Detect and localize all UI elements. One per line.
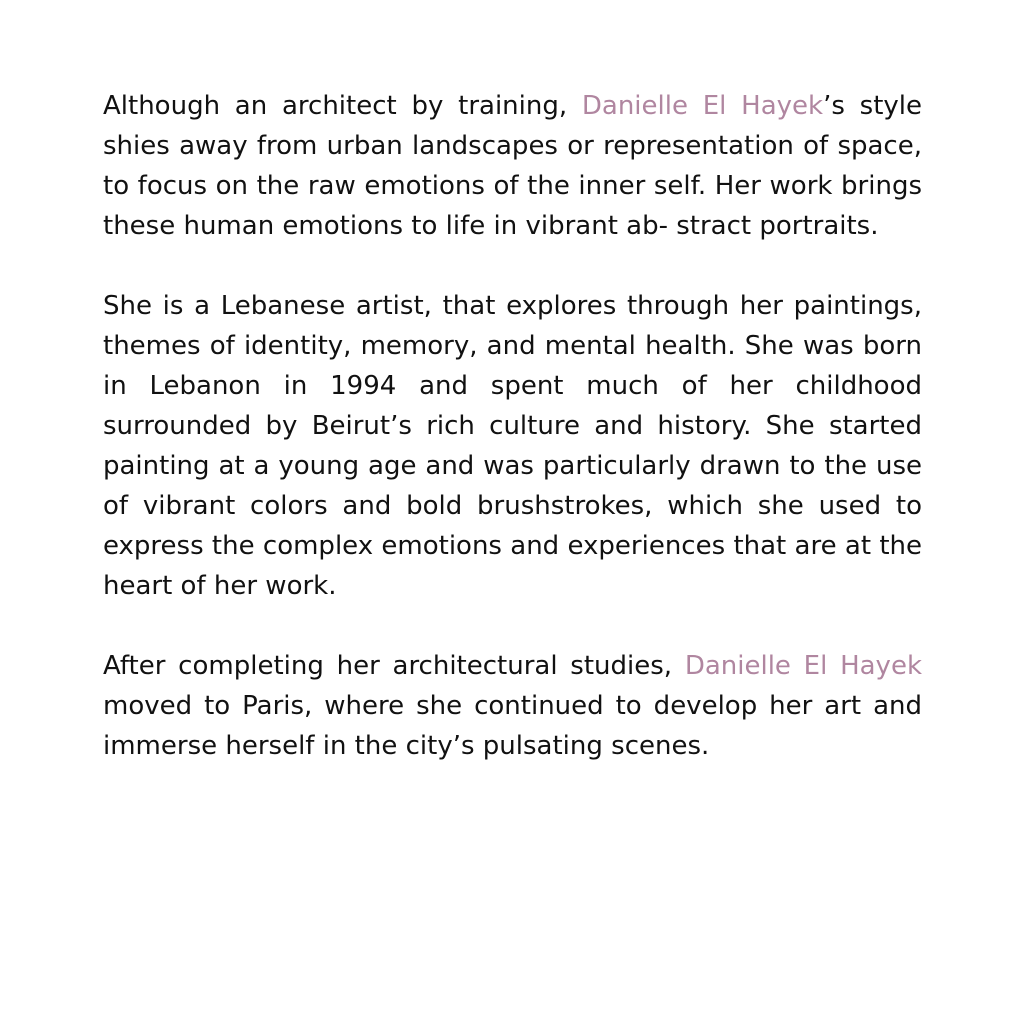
paragraph-paris xyxy=(103,646,922,766)
paragraph-paris-text-start: After completing her architectural studies, xyxy=(103,651,685,681)
paragraph-biography xyxy=(103,286,922,606)
paragraph-biography-text: She is a Lebanese artist, that explores through her paintings, themes of identity, memory, and mental health. She was born in Lebanon in 1994 and spent much of her childhood surrounded by Beirut’s rich culture and history. She started painting at a young age and was particularly drawn to the use of vibrant colors and bold brushstrokes, which she used to express the complex emotions and experiences that are at the heart of her work. xyxy=(103,291,922,601)
paragraph-intro-text-end: ’s style shies away from urban landscapes or representation of space, to focus on the raw emotions of the inner self. Her work brings these human emotions to life in vibrant ab- stract portraits. xyxy=(103,91,922,241)
document-body xyxy=(103,86,922,806)
artist-name-highlight: Danielle El Hayek xyxy=(581,91,824,121)
paragraph-paris-text-end: moved to Paris, where she continued to develop her art and immerse herself in the city’s pulsating scenes. xyxy=(103,691,922,761)
paragraph-intro xyxy=(103,86,922,246)
paragraph-intro-text-start: Although an architect by training, xyxy=(103,91,582,121)
artist-name-highlight: Danielle El Hayek xyxy=(684,651,922,681)
